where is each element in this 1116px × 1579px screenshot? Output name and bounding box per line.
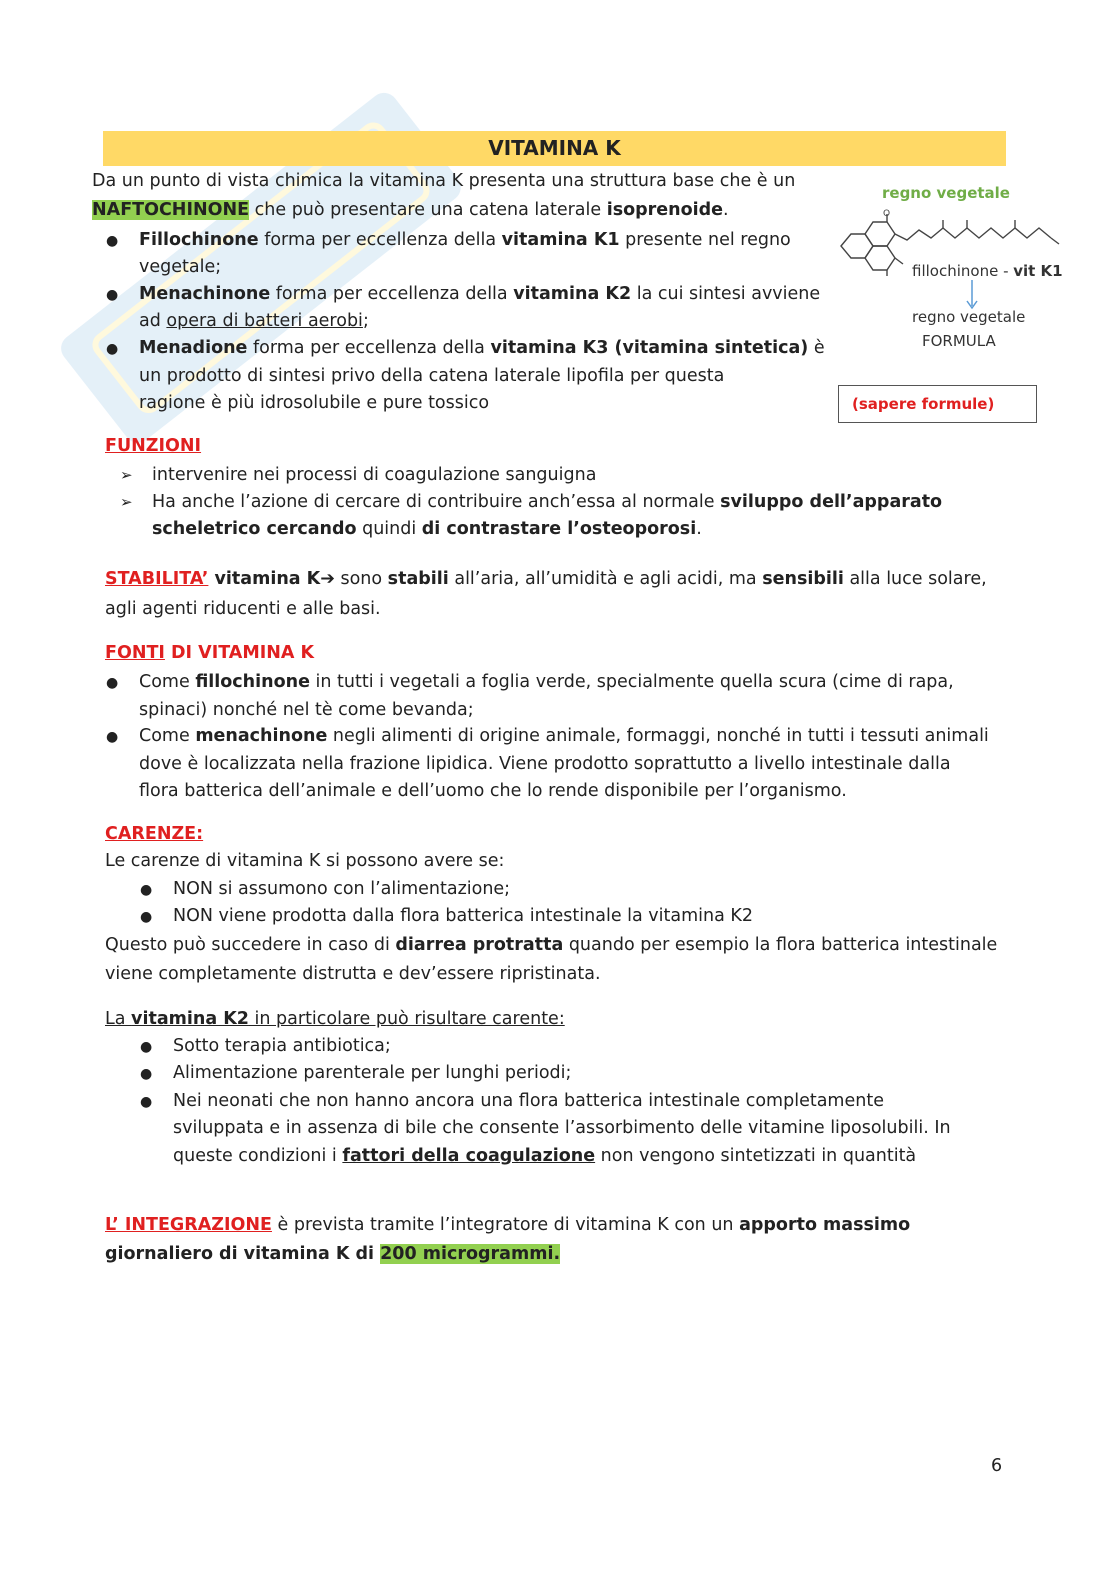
- k2-item-1: Sotto terapia antibiotica;: [173, 1036, 391, 1056]
- bullet-icon: ●: [140, 1066, 153, 1082]
- integrazione-line-2: giornaliero di vitamina K di 200 microgrammi.: [105, 1244, 561, 1264]
- naftochinone-highlight: NAFTOCHINONE: [92, 200, 250, 220]
- arrow-right-icon: ➔: [320, 569, 335, 589]
- k2-item-3-cont: sviluppata e in assenza di bile che consente l’assorbimento delle vitamine liposolubili. In: [173, 1118, 951, 1138]
- carenze-paragraph-cont: viene completamente distrutta e dev’essere ripristinata.: [105, 964, 601, 984]
- integrazione-paragraph: L’ INTEGRAZIONE è prevista tramite l’integratore di vitamina K con un apporto massimo: [105, 1215, 911, 1235]
- bullet-icon: ●: [106, 287, 119, 303]
- bullet-icon: ●: [140, 909, 153, 925]
- arrow-bullet-icon: ➢: [120, 493, 133, 511]
- watermark-logo: [10, 60, 490, 480]
- carenze-paragraph: Questo può succedere in caso di diarrea protratta quando per esempio la flora batterica intestinale: [105, 935, 998, 955]
- figure-compound-label: fillochinone - vit K1: [912, 262, 1063, 280]
- bullet-icon: ●: [106, 341, 119, 357]
- fonti-item-2-cont: flora batterica dell’animale e dell’uomo che lo rende disponibile per l’organismo.: [139, 781, 847, 801]
- list-item-text: vegetale;: [139, 257, 222, 277]
- bullet-icon: ●: [106, 233, 119, 249]
- fonti-item-2: Come menachinone negli alimenti di origine animale, formaggi, nonché in tutti i tessuti animali: [139, 726, 989, 746]
- list-item-fillochinone: Fillochinone forma per eccellenza della vitamina K1 presente nel regno: [139, 230, 791, 250]
- k2-item-3-cont: queste condizioni i fattori della coagulazione non vengono sintetizzati in quantità: [173, 1146, 917, 1166]
- bullet-icon: ●: [140, 1094, 153, 1110]
- intro-line-2: NAFTOCHINONE che può presentare una catena laterale isoprenoide.: [92, 200, 729, 220]
- k2-item-2: Alimentazione parenterale per lunghi periodi;: [173, 1063, 572, 1083]
- figure-bottom-label: regno vegetale: [912, 308, 1026, 326]
- fonti-item-2-cont: dove è localizzata nella frazione lipidica. Viene prodotto soprattutto a livello intestinale dalla: [139, 754, 951, 774]
- list-item-text: un prodotto di sintesi privo della catena laterale lipofila per questa: [139, 366, 725, 386]
- figure-top-label: regno vegetale: [882, 184, 1010, 202]
- carenze-heading: CARENZE:: [105, 824, 204, 844]
- carenze-item-2: NON viene prodotta dalla flora batterica intestinale la vitamina K2: [173, 906, 753, 926]
- list-item-text: ad opera di batteri aerobi;: [139, 311, 369, 331]
- fonti-heading: FONTI DI VITAMINA K: [105, 643, 315, 663]
- arrow-bullet-icon: ➢: [120, 466, 133, 484]
- bullet-icon: ●: [106, 675, 119, 691]
- carenze-intro: Le carenze di vitamina K si possono avere se:: [105, 851, 505, 871]
- k2-item-3: Nei neonati che non hanno ancora una flora batterica intestinale completamente: [173, 1091, 884, 1111]
- dose-highlight: 200 microgrammi.: [380, 1244, 561, 1264]
- bullet-icon: ●: [106, 729, 119, 745]
- bullet-icon: ●: [140, 1039, 153, 1055]
- list-item-menadione: Menadione forma per eccellenza della vitamina K3 (vitamina sintetica) è: [139, 338, 825, 358]
- fonti-item-1-cont: spinaci) nonché nel tè come bevanda;: [139, 700, 474, 720]
- funzioni-heading: FUNZIONI: [105, 436, 202, 456]
- stabilita-paragraph: STABILITA’ vitamina K➔ sono stabili all’aria, all’umidità e agli acidi, ma sensibili alla luce solare,: [105, 569, 987, 589]
- page-number: 6: [991, 1456, 1003, 1476]
- stabilita-line-2: agli agenti riducenti e alle basi.: [105, 599, 381, 619]
- funzioni-item-2: Ha anche l’azione di cercare di contribuire anch’essa al normale sviluppo dell’apparato: [152, 492, 943, 512]
- list-item-text: ragione è più idrosolubile e pure tossico: [139, 393, 490, 413]
- list-item-menachinone: Menachinone forma per eccellenza della vitamina K2 la cui sintesi avviene: [139, 284, 821, 304]
- fonti-item-1: Come fillochinone in tutti i vegetali a foglia verde, specialmente quella scura (cime di rapa,: [139, 672, 954, 692]
- funzioni-item-1: intervenire nei processi di coagulazione sanguigna: [152, 465, 597, 485]
- funzioni-item-2-cont: scheletrico cercando quindi di contrastare l’osteoporosi.: [152, 519, 702, 539]
- stabilita-heading: STABILITA’: [105, 569, 209, 589]
- sapere-formule-box: (sapere formule): [838, 385, 1037, 423]
- intro-line-1: Da un punto di vista chimica la vitamina K presenta una struttura base che è un: [92, 171, 796, 191]
- carenze-item-1: NON si assumono con l’alimentazione;: [173, 879, 511, 899]
- bullet-icon: ●: [140, 882, 153, 898]
- page-title: VITAMINA K: [103, 131, 1006, 166]
- integrazione-heading: L’ INTEGRAZIONE: [105, 1215, 272, 1235]
- figure-formula-label: FORMULA: [922, 332, 996, 350]
- k2-heading: La vitamina K2 in particolare può risultare carente:: [105, 1009, 565, 1029]
- oxygen-symbol: O: [883, 209, 891, 219]
